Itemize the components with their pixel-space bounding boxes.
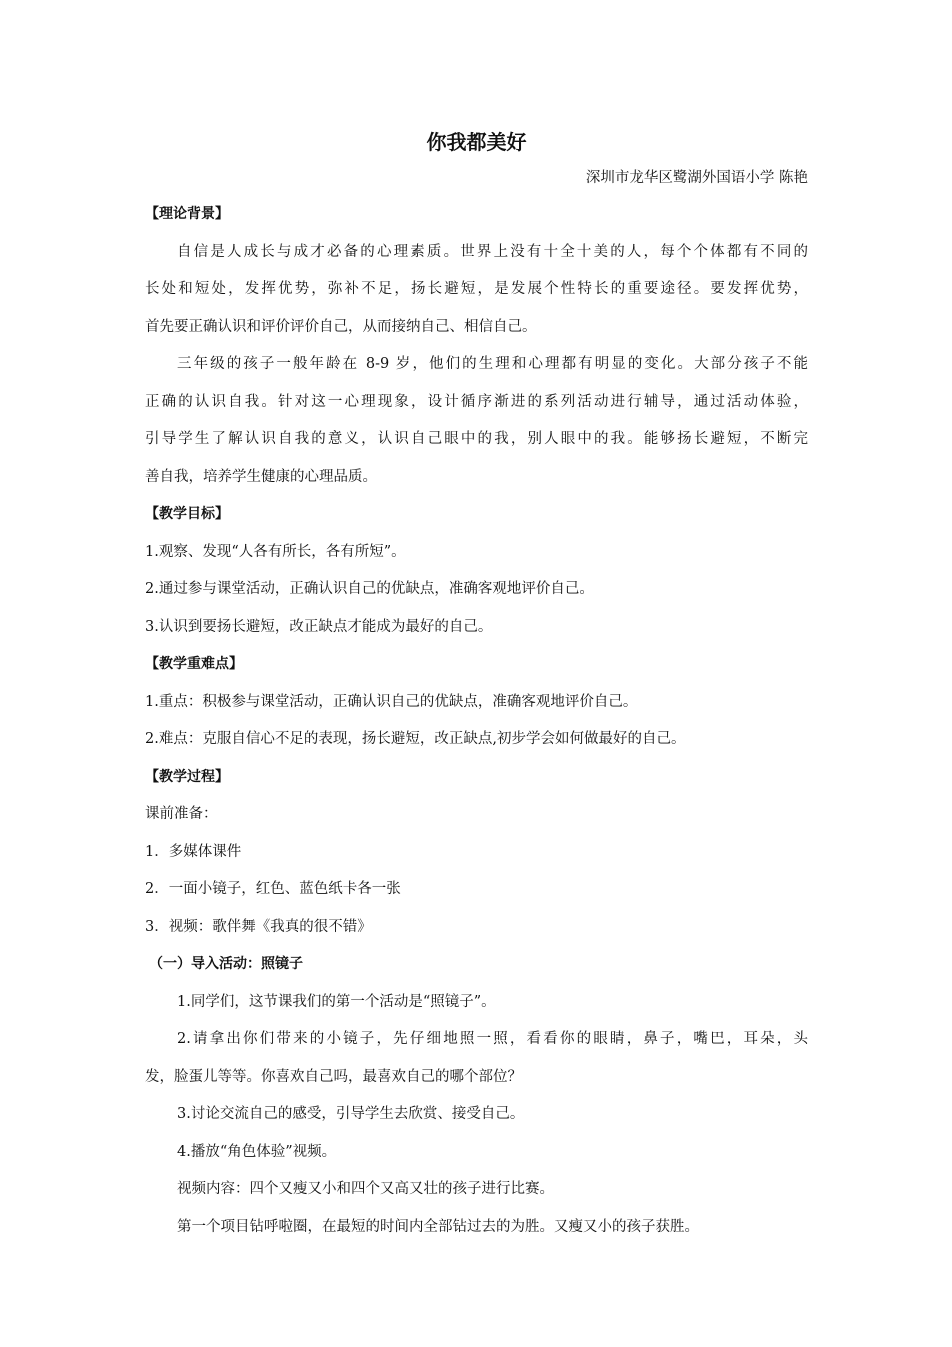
list-item: 1.观察、发现“人各有所长，各有所短”。 [145,543,406,560]
paragraph-line: 首先要正确认识和评价评价自己，从而接纳自己、相信自己。 [145,318,537,335]
section-heading-theory: 【理论背景】 [145,206,229,222]
section-heading-key-points: 【教学重难点】 [145,656,243,672]
list-item: 3．视频：歌伴舞《我真的很不错》 [145,918,372,935]
list-item: 2.难点：克服自信心不足的表现，扬长避短，改正缺点,初步学会如何做最好的自己。 [145,731,686,747]
paragraph-line: 引导学生了解认识自我的意义，认识自己眼中的我，别人眼中的我。能够扬长避短，不断完 [145,431,808,447]
first-event: 第一个项目钻呼啦圈，在最短的时间内全部钻过去的为胜。又瘦又小的孩子获胜。 [177,1218,699,1235]
activity-step: 1.同学们，这节课我们的第一个活动是“照镜子”。 [177,993,496,1010]
paragraph-line: 正确的认识自我。针对这一心理现象，设计循序渐进的系列活动进行辅导，通过活动体验， [145,393,808,410]
list-item: 1.重点：积极参与课堂活动，正确认识自己的优缺点，准确客观地评价自己。 [145,693,638,710]
activity-step: 4.播放“角色体验”视频。 [177,1143,337,1160]
activity-heading: （一）导入活动：照镜子 [149,956,303,972]
paragraph-line: 三年级的孩子一般年龄在 8-9 岁，他们的生理和心理都有明显的变化。大部分孩子不能 [177,356,808,372]
prep-label: 课前准备： [145,806,218,822]
section-heading-goals: 【教学目标】 [145,506,229,522]
video-content: 视频内容：四个又瘦又小和四个又高又壮的孩子进行比赛。 [177,1181,554,1197]
document-title: 你我都美好 [426,130,527,154]
section-heading-process: 【教学过程】 [145,768,229,785]
activity-step: 发，脸蛋儿等等。你喜欢自己吗，最喜欢自己的哪个部位？ [145,1068,522,1085]
document-body [145,126,808,1246]
activity-step: 3.讨论交流自己的感受，引导学生去欣赏、接受自己。 [177,1106,525,1122]
list-item: 2．一面小镜子，红色、蓝色纸卡各一张 [145,881,401,897]
paragraph-line: 长处和短处，发挥优势，弥补不足，扬长避短，是发展个性特长的重要途径。要发挥优势， [145,281,808,297]
list-item: 2.通过参与课堂活动，正确认识自己的优缺点，准确客观地评价自己。 [145,581,594,597]
paragraph-line: 善自我，培养学生健康的心理品质。 [145,468,377,485]
list-item: 3.认识到要扬长避短，改正缺点才能成为最好的自己。 [145,618,493,635]
paragraph-line: 自信是人成长与成才必备的心理素质。世界上没有十全十美的人，每个个体都有不同的 [177,243,808,260]
activity-step: 2.请拿出你们带来的小镜子，先仔细地照一照，看看你的眼睛，鼻子，嘴巴，耳朵，头 [177,1031,808,1047]
list-item: 1．多媒体课件 [145,843,242,860]
document-author: 深圳市龙华区鹭湖外国语小学 陈艳 [585,170,808,186]
